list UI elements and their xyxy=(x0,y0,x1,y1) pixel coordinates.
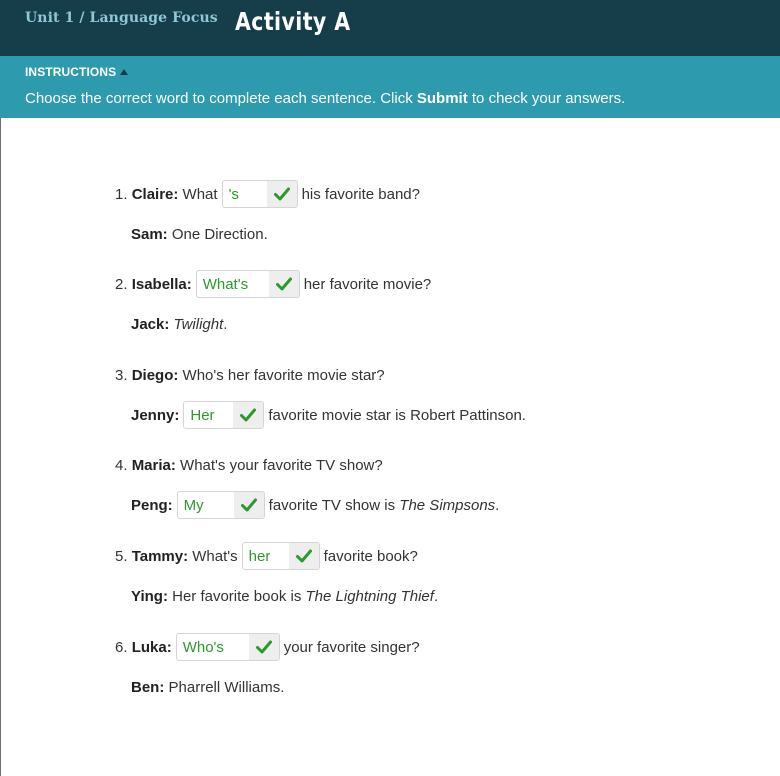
checkmark-icon xyxy=(289,543,319,569)
question-4-line-b xyxy=(131,489,499,521)
answer-dropdown[interactable] xyxy=(183,401,264,429)
question-6-line-b xyxy=(131,671,284,703)
instructions-toggle[interactable] xyxy=(25,65,128,79)
question-2-line-b xyxy=(131,308,227,340)
sentence-text: your favorite singer? xyxy=(283,638,420,656)
question-number: 4. xyxy=(115,456,128,474)
sentence-text: One Direction. xyxy=(171,225,268,243)
question-2-line-a xyxy=(115,268,431,300)
instructions-text-part: to check your answers. xyxy=(467,90,626,107)
checkmark-icon xyxy=(233,402,263,428)
checkmark-icon xyxy=(249,634,279,660)
selected-answer: My xyxy=(183,496,204,514)
sentence-text: . xyxy=(223,315,228,333)
question-5-line-a xyxy=(115,540,418,572)
sentence-text: Who's her favorite movie star? xyxy=(182,366,385,384)
sentence-text: . xyxy=(495,496,500,514)
checkmark-icon xyxy=(234,492,264,518)
sentence-text: favorite TV show is xyxy=(268,496,396,514)
sentence-text: Her favorite book is xyxy=(172,587,302,605)
speaker-name: Tammy: xyxy=(131,547,189,565)
instructions-submit-word: Submit xyxy=(416,90,468,107)
instructions-panel xyxy=(0,56,780,118)
speaker-name: Ying: xyxy=(131,587,168,605)
question-3-line-a xyxy=(115,359,385,391)
answer-dropdown[interactable] xyxy=(242,542,320,570)
speaker-name: Luka: xyxy=(131,638,172,656)
title-italic: The Simpsons xyxy=(399,496,496,514)
question-number: 3. xyxy=(115,366,128,384)
selected-answer: Who's xyxy=(182,638,224,656)
answer-dropdown[interactable] xyxy=(222,180,298,208)
sentence-text: What xyxy=(182,185,218,203)
question-1-line-b xyxy=(131,218,268,250)
caret-up-icon xyxy=(120,69,128,75)
sentence-text: his favorite band? xyxy=(301,185,420,203)
sentence-text: What's your favorite TV show? xyxy=(180,456,383,474)
speaker-name: Jenny: xyxy=(131,406,180,424)
sentence-text: her favorite movie? xyxy=(303,275,432,293)
speaker-name: Sam: xyxy=(131,225,168,243)
sentence-text: What's xyxy=(192,547,238,565)
selected-answer: her xyxy=(248,547,271,565)
selected-answer: 's xyxy=(228,185,239,203)
title-italic: The Lightning Thief xyxy=(305,587,434,605)
sentence-text: . xyxy=(433,587,439,605)
speaker-name: Diego: xyxy=(131,366,179,384)
question-6-line-a xyxy=(115,631,420,663)
speaker-name: Maria: xyxy=(131,456,176,474)
question-number: 1. xyxy=(115,185,128,203)
question-number: 6. xyxy=(115,638,128,656)
question-3-line-b xyxy=(131,399,526,431)
speaker-name: Ben: xyxy=(131,678,165,696)
question-5-line-b xyxy=(131,580,438,612)
instructions-label: INSTRUCTIONS xyxy=(25,65,117,79)
question-number: 5. xyxy=(115,547,128,565)
title-italic: Twilight xyxy=(173,315,224,333)
sentence-text: favorite movie star is Robert Pattinson. xyxy=(268,406,526,424)
speaker-name: Jack: xyxy=(131,315,170,333)
instructions-text-part: Choose the correct word to complete each sentence. Click xyxy=(25,90,417,107)
unit-breadcrumb[interactable]: Unit 1 / Language Focus xyxy=(25,10,218,26)
sentence-text: favorite book? xyxy=(323,547,418,565)
activity-header xyxy=(0,0,780,56)
selected-answer: Her xyxy=(190,406,215,424)
page-title: Activity A xyxy=(235,7,351,36)
sentence-text: Pharrell Williams. xyxy=(168,678,285,696)
question-4-line-a xyxy=(115,449,383,481)
speaker-name: Peng: xyxy=(131,496,173,514)
checkmark-icon xyxy=(269,271,299,297)
answer-dropdown[interactable] xyxy=(176,633,280,661)
speaker-name: Claire: xyxy=(131,185,179,203)
answer-dropdown[interactable] xyxy=(196,270,300,298)
instructions-text xyxy=(25,90,625,107)
speaker-name: Isabella: xyxy=(131,275,192,293)
answer-dropdown[interactable] xyxy=(177,491,265,519)
checkmark-icon xyxy=(267,181,297,207)
selected-answer: What's xyxy=(202,275,249,293)
question-number: 2. xyxy=(115,275,128,293)
question-1-line-a xyxy=(115,178,420,210)
